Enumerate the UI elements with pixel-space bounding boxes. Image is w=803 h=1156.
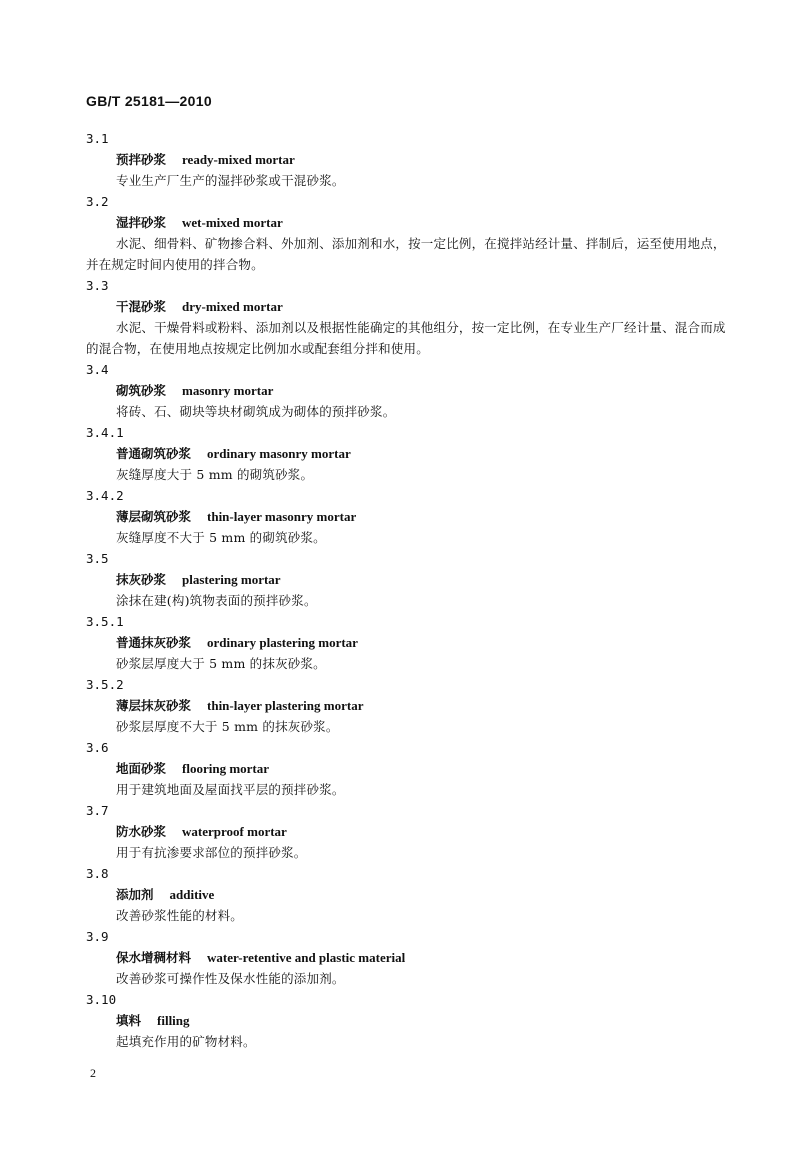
- term-english: thin-layer plastering mortar: [207, 698, 364, 713]
- term-english: flooring mortar: [182, 761, 270, 776]
- term-chinese: 普通砌筑砂浆: [116, 446, 192, 461]
- clause-number: 3.5.1: [86, 614, 124, 629]
- term-entry: [0, 548, 803, 611]
- clause-number: 3.9: [86, 929, 109, 944]
- clause-number: 3.3: [86, 278, 109, 293]
- clause-number: 3.4: [86, 362, 109, 377]
- term-entry: [0, 191, 803, 275]
- term-definition: 改善砂浆可操作性及保水性能的添加剂。: [116, 971, 345, 986]
- term-heading: [116, 758, 803, 779]
- term-definition: 灰缝厚度不大于 5 mm 的砌筑砂浆。: [116, 530, 326, 545]
- term-entry: [0, 422, 803, 485]
- term-chinese: 保水增稠材料: [116, 950, 192, 965]
- term-english: thin-layer masonry mortar: [207, 509, 357, 524]
- term-english: waterproof mortar: [182, 824, 287, 839]
- term-definition: 用于建筑地面及屋面找平层的预拌砂浆。: [116, 782, 345, 797]
- term-entry: [0, 800, 803, 863]
- clause-number: 3.4.2: [86, 488, 124, 503]
- term-list: [0, 128, 803, 1052]
- clause-number: 3.5: [86, 551, 109, 566]
- term-entry: [0, 611, 803, 674]
- term-entry: [0, 674, 803, 737]
- term-chinese: 抹灰砂浆: [116, 572, 167, 587]
- clause-number: 3.5.2: [86, 677, 124, 692]
- term-chinese: 砌筑砂浆: [116, 383, 167, 398]
- term-definition: 用于有抗渗要求部位的预拌砂浆。: [116, 845, 307, 860]
- term-english: ordinary plastering mortar: [207, 635, 358, 650]
- term-english: wet-mixed mortar: [182, 215, 283, 230]
- term-chinese: 添加剂: [116, 887, 154, 902]
- clause-number: 3.1: [86, 131, 109, 146]
- term-chinese: 湿拌砂浆: [116, 215, 167, 230]
- clause-number: 3.8: [86, 866, 109, 881]
- term-chinese: 普通抹灰砂浆: [116, 635, 192, 650]
- term-heading: [116, 821, 803, 842]
- term-definition: 砂浆层厚度不大于 5 mm 的抹灰砂浆。: [116, 719, 339, 734]
- term-definition: 起填充作用的矿物材料。: [116, 1034, 256, 1049]
- term-heading: [116, 569, 803, 590]
- term-definition: 水泥、干燥骨料或粉料、添加剂以及根据性能确定的其他组分，按一定比例，在专业生产厂经计量、混合而成的混合物，在使用地点按规定比例加水或配套组分拌和使用。: [86, 320, 726, 356]
- term-entry: [0, 275, 803, 359]
- term-english: plastering mortar: [182, 572, 281, 587]
- term-english: additive: [169, 887, 215, 902]
- term-english: dry-mixed mortar: [182, 299, 283, 314]
- term-definition: 砂浆层厚度大于 5 mm 的抹灰砂浆。: [116, 656, 326, 671]
- term-chinese: 干混砂浆: [116, 299, 167, 314]
- term-entry: [0, 485, 803, 548]
- term-chinese: 薄层抹灰砂浆: [116, 698, 192, 713]
- term-heading: [116, 149, 803, 170]
- term-entry: [0, 128, 803, 191]
- term-heading: [116, 884, 803, 905]
- term-heading: [116, 443, 803, 464]
- term-heading: [116, 695, 803, 716]
- term-chinese: 预拌砂浆: [116, 152, 167, 167]
- clause-number: 3.4.1: [86, 425, 124, 440]
- term-definition: 改善砂浆性能的材料。: [116, 908, 244, 923]
- standard-code-header: GB/T 25181—2010: [86, 93, 212, 109]
- term-heading: [116, 380, 803, 401]
- term-chinese: 填料: [116, 1013, 142, 1028]
- term-chinese: 防水砂浆: [116, 824, 167, 839]
- term-heading: [116, 947, 803, 968]
- term-chinese: 地面砂浆: [116, 761, 167, 776]
- term-definition: 灰缝厚度大于 5 mm 的砌筑砂浆。: [116, 467, 314, 482]
- term-english: ready-mixed mortar: [182, 152, 295, 167]
- clause-number: 3.6: [86, 740, 109, 755]
- term-english: ordinary masonry mortar: [207, 446, 351, 461]
- term-english: filling: [157, 1013, 190, 1028]
- term-definition: 水泥、细骨料、矿物掺合料、外加剂、添加剂和水，按一定比例，在搅拌站经计量、拌制后，运至使用地点，并在规定时间内使用的拌合物。: [86, 236, 726, 272]
- term-entry: [0, 863, 803, 926]
- term-heading: [116, 1010, 803, 1031]
- clause-number: 3.2: [86, 194, 109, 209]
- term-heading: [116, 506, 803, 527]
- term-english: masonry mortar: [182, 383, 274, 398]
- term-definition: 涂抹在建(构)筑物表面的预拌砂浆。: [116, 593, 317, 608]
- term-entry: [0, 989, 803, 1052]
- term-entry: [0, 737, 803, 800]
- clause-number: 3.7: [86, 803, 109, 818]
- term-definition: 将砖、石、砌块等块材砌筑成为砌体的预拌砂浆。: [116, 404, 396, 419]
- term-english: water-retentive and plastic material: [207, 950, 406, 965]
- term-definition: 专业生产厂生产的湿拌砂浆或干混砂浆。: [116, 173, 345, 188]
- term-chinese: 薄层砌筑砂浆: [116, 509, 192, 524]
- term-entry: [0, 926, 803, 989]
- page-number: 2: [90, 1066, 96, 1080]
- term-entry: [0, 359, 803, 422]
- clause-number: 3.10: [86, 992, 117, 1007]
- term-heading: [116, 632, 803, 653]
- term-heading: [116, 212, 803, 233]
- term-heading: [116, 296, 803, 317]
